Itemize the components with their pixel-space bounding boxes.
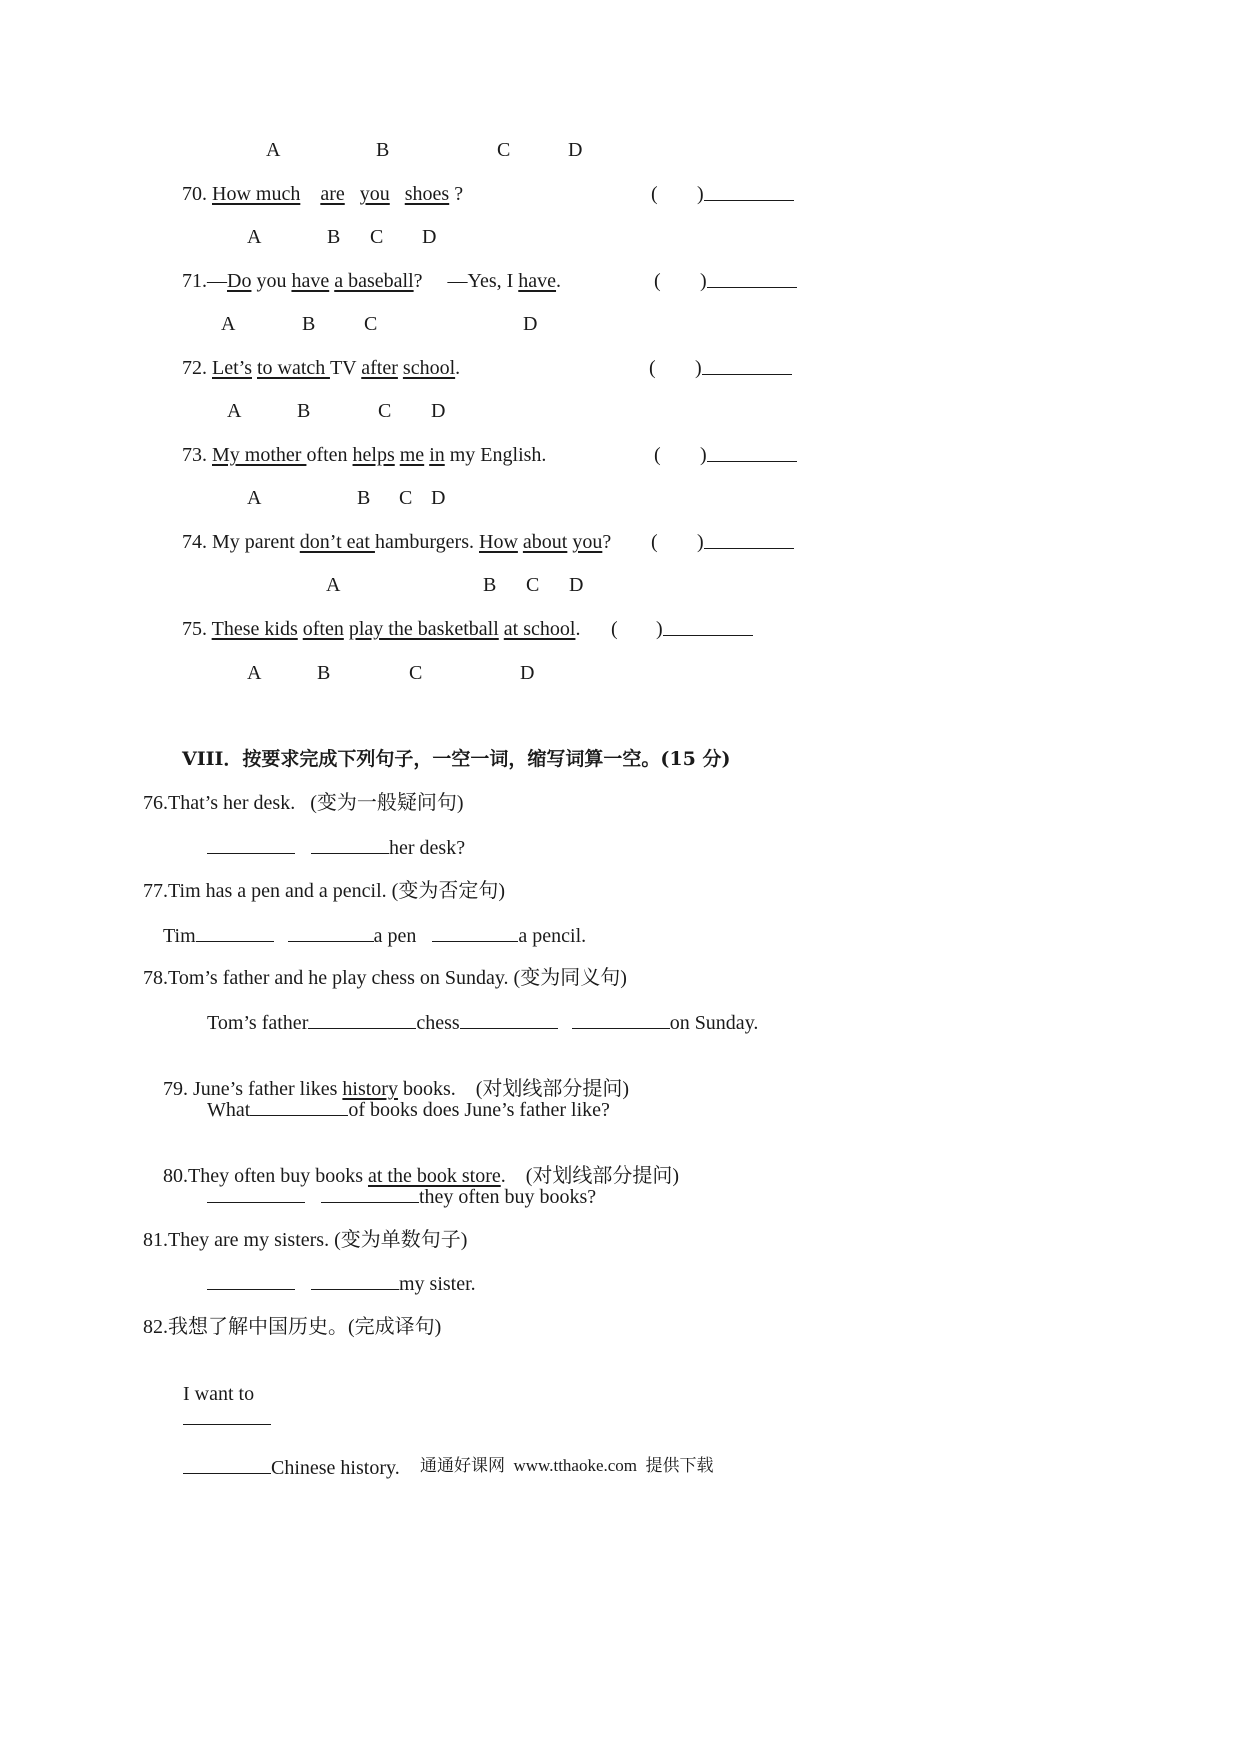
question-74 — [182, 530, 611, 554]
option-letter-a: A — [221, 313, 236, 335]
option-letter-c: C — [497, 139, 511, 161]
question-78-prompt: 78.Tom’s father and he play chess on Sunday. (变为同义句) — [143, 967, 627, 989]
answer-paren-close: ) — [695, 357, 702, 379]
underlined-part-d: school — [402, 357, 456, 379]
option-letter-b: B — [357, 487, 371, 509]
answer-blank[interactable] — [183, 1455, 271, 1474]
question-number: 74. — [182, 531, 212, 553]
question-78-answer — [207, 1010, 758, 1035]
option-letter-d: D — [431, 400, 446, 422]
question-82-answer — [163, 1358, 400, 1504]
answer-paren-open: ( — [651, 183, 658, 205]
underlined-part-c: after — [361, 357, 398, 379]
answer-blank[interactable] — [196, 923, 274, 942]
underlined-part-a: My mother — [212, 444, 307, 466]
answer-paren-open: ( — [651, 531, 658, 553]
underlined-part: history — [342, 1078, 398, 1100]
underlined-part-d: you — [572, 531, 603, 553]
sentence-text: My parent — [212, 531, 300, 553]
answer-text: a pencil. — [518, 925, 587, 947]
answer-blank[interactable] — [250, 1097, 348, 1116]
option-letter-c: C — [409, 662, 423, 684]
prompt-text: . (对划线部分提问) — [500, 1165, 680, 1187]
question-number: 70. — [182, 183, 207, 205]
underlined-part-a: These kids — [211, 618, 298, 640]
underlined-part-c: a baseball — [334, 270, 414, 292]
correction-blank[interactable] — [663, 617, 753, 636]
question-81-prompt: 81.They are my sisters. (变为单数句子) — [143, 1229, 468, 1251]
answer-blank[interactable] — [321, 1184, 419, 1203]
underlined-part: at the book store — [367, 1165, 501, 1187]
sentence-text: ? —Yes, I — [413, 270, 519, 292]
underlined-part-c: play the basketball — [348, 618, 499, 640]
underlined-part-b: are — [320, 183, 345, 205]
answer-paren-open: ( — [654, 270, 661, 292]
correction-blank[interactable] — [707, 443, 797, 462]
answer-blank[interactable] — [432, 923, 518, 942]
answer-text: I want to — [183, 1383, 260, 1405]
prompt-text: 79. June’s father likes — [163, 1078, 343, 1100]
answer-blank[interactable] — [288, 923, 374, 942]
section-heading: VIII．按要求完成下列句子，一空一词，缩写词算一空。(15 分) — [182, 748, 731, 770]
option-letter-a: A — [247, 487, 262, 509]
underlined-part-b: helps — [352, 444, 395, 466]
correction-blank[interactable] — [704, 530, 794, 549]
answer-paren-open: ( — [611, 618, 618, 640]
question-number: 72. — [182, 357, 212, 379]
underlined-part-b: have — [291, 270, 330, 292]
question-73 — [182, 443, 546, 467]
option-letter-c: C — [378, 400, 392, 422]
underlined-part-a: don’t eat — [299, 531, 375, 553]
option-letter-a: A — [266, 139, 281, 161]
answer-paren-close: ) — [700, 270, 707, 292]
answer-paren-close: ) — [656, 618, 663, 640]
underlined-part-c: me — [399, 444, 425, 466]
question-75 — [182, 617, 580, 641]
option-letter-d: D — [523, 313, 538, 335]
answer-blank[interactable] — [311, 835, 389, 854]
sentence-text: my English. — [444, 444, 547, 466]
question-80-answer — [207, 1184, 596, 1209]
sentence-text: . — [575, 618, 581, 640]
option-letter-c: C — [364, 313, 378, 335]
answer-paren-open: ( — [654, 444, 661, 466]
underlined-part-b: to watch — [257, 357, 330, 379]
option-letter-b: B — [327, 226, 341, 248]
correction-blank[interactable] — [707, 269, 797, 288]
underlined-part-b: How — [479, 531, 518, 553]
option-letter-c: C — [370, 226, 384, 248]
answer-text: her desk? — [389, 837, 466, 859]
underlined-part-d: have — [518, 270, 557, 292]
answer-blank[interactable] — [308, 1010, 416, 1029]
option-letter-a: A — [247, 226, 262, 248]
question-77-prompt: 77.Tim has a pen and a pencil. (变为否定句) — [143, 880, 505, 902]
answer-text: a pen — [373, 925, 417, 947]
answer-blank[interactable] — [207, 1271, 295, 1290]
answer-blank[interactable] — [572, 1010, 670, 1029]
option-letter-b: B — [483, 574, 497, 596]
answer-text: Chinese history. — [271, 1457, 400, 1479]
page-footer: 通通好课网 www.tthaoke.com 提供下载 — [420, 1456, 714, 1475]
answer-text: Tom’s father — [207, 1012, 309, 1034]
option-letter-d: D — [569, 574, 584, 596]
answer-text: my sister. — [399, 1273, 476, 1295]
answer-blank[interactable] — [183, 1406, 271, 1425]
sentence-text: you — [251, 270, 292, 292]
prompt-text: books. (对划线部分提问) — [397, 1078, 630, 1100]
underlined-part-d: in — [429, 444, 445, 466]
correction-blank[interactable] — [702, 356, 792, 375]
underlined-part-b: often — [302, 618, 344, 640]
option-letter-d: D — [422, 226, 437, 248]
question-number: 71.— — [182, 270, 227, 292]
answer-blank[interactable] — [207, 1184, 305, 1203]
answer-text: chess — [416, 1012, 460, 1034]
answer-text: they often buy books? — [419, 1186, 597, 1208]
underlined-part-c: you — [359, 183, 390, 205]
sentence-text: TV — [329, 357, 362, 379]
answer-paren-close: ) — [697, 183, 704, 205]
option-letter-d: D — [568, 139, 583, 161]
answer-blank[interactable] — [311, 1271, 399, 1290]
sentence-text: ? — [602, 531, 612, 553]
option-letter-c: C — [399, 487, 413, 509]
answer-text: of books does June’s father like? — [348, 1099, 610, 1121]
sentence-text: hamburgers. — [374, 531, 479, 553]
underlined-part-d: at school — [503, 618, 576, 640]
question-76-prompt: 76.That’s her desk. (变为一般疑问句) — [143, 792, 464, 814]
question-71 — [182, 269, 561, 293]
answer-text: on Sunday. — [669, 1012, 759, 1034]
option-letter-b: B — [317, 662, 331, 684]
question-76-answer — [207, 835, 465, 860]
answer-text: What — [207, 1099, 251, 1121]
answer-paren-open: ( — [649, 357, 656, 379]
option-letter-c: C — [526, 574, 540, 596]
sentence-text: ? — [449, 183, 464, 205]
question-72 — [182, 356, 460, 380]
option-letter-a: A — [326, 574, 341, 596]
underlined-part-a: How much — [212, 183, 301, 205]
option-letter-d: D — [520, 662, 535, 684]
prompt-text: 80.They often buy books — [163, 1165, 368, 1187]
underlined-part-c: about — [522, 531, 568, 553]
option-letter-b: B — [376, 139, 390, 161]
question-number: 75. — [182, 618, 212, 640]
question-70 — [182, 182, 463, 206]
sentence-text: . — [556, 270, 562, 292]
underlined-part-d: shoes — [404, 183, 450, 205]
underlined-part-a: Do — [227, 270, 252, 292]
answer-paren-close: ) — [700, 444, 707, 466]
question-82-prompt: 82.我想了解中国历史。(完成译句) — [143, 1316, 442, 1338]
question-81-answer — [207, 1271, 476, 1296]
question-number: 73. — [182, 444, 212, 466]
question-79-answer — [207, 1097, 610, 1122]
answer-paren-close: ) — [697, 531, 704, 553]
option-letter-b: B — [302, 313, 316, 335]
option-letter-d: D — [431, 487, 446, 509]
correction-blank[interactable] — [704, 182, 794, 201]
sentence-text: . — [455, 357, 461, 379]
answer-blank[interactable] — [207, 835, 295, 854]
underlined-part-a: Let’s — [212, 357, 252, 379]
option-letter-b: B — [297, 400, 311, 422]
option-letter-a: A — [247, 662, 262, 684]
answer-text: Tim — [163, 925, 196, 947]
sentence-text: often — [306, 444, 353, 466]
question-77-answer — [163, 923, 586, 948]
answer-blank[interactable] — [460, 1010, 558, 1029]
option-letter-a: A — [227, 400, 242, 422]
